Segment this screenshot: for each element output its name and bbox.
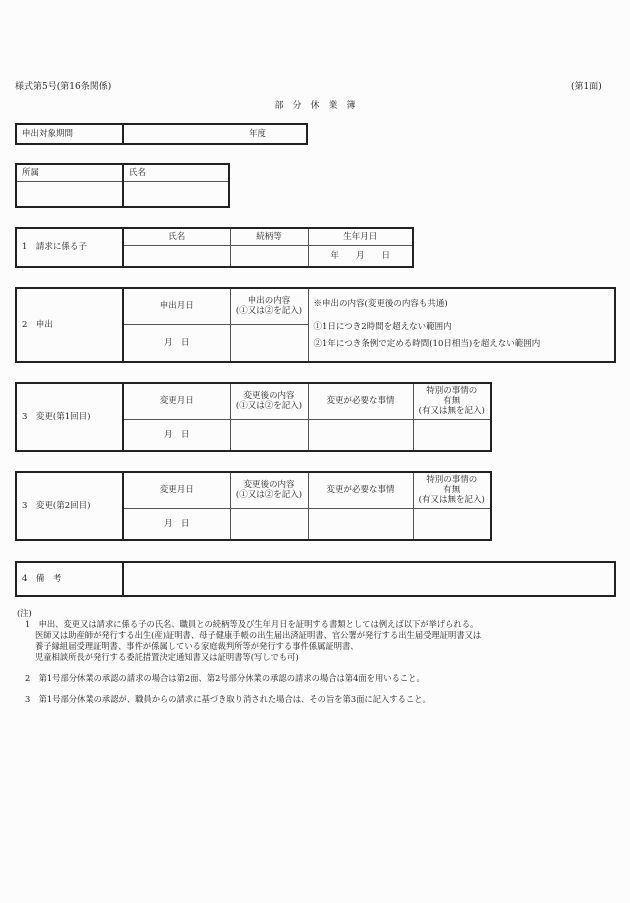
change1-date-header: 変更月日 <box>123 383 230 419</box>
change2-special-header <box>413 472 491 508</box>
change2-reason-header: 変更が必要な事情 <box>308 472 413 508</box>
change2-date-header: 変更月日 <box>123 472 230 508</box>
change1-content-field[interactable] <box>230 419 308 451</box>
section2-request-table <box>15 287 616 363</box>
page-label: (第1面) <box>571 82 602 92</box>
note-1-line-1: 1 申出、変更又は請求に係る子の氏名、職員との続柄等及び生年月日を証明する書類としては例えば以下が挙げられる。 <box>25 619 479 629</box>
change1-special-header-line2: 有無 <box>443 396 461 407</box>
note-option-1: ①1日につき2時間を超えない範囲内 <box>313 322 452 333</box>
period-label: 申出対象期間 <box>16 124 123 144</box>
page-title: 部 分 休 業 簿 <box>274 101 356 111</box>
section4-label: 4 備 考 <box>16 562 123 596</box>
change1-special-field[interactable] <box>413 419 491 451</box>
note-1-line-3: 養子縁組届受理証明書、事件が係属している家庭裁判所等が発行する事件係属証明書、 <box>35 641 359 651</box>
note-title: ※申出の内容(変更後の内容も共通) <box>313 299 448 309</box>
child-name-field[interactable] <box>123 245 230 267</box>
change2-date-field[interactable] <box>123 508 230 540</box>
change1-content-header-line2: (①又は②を記入) <box>235 401 303 412</box>
change1-content-header-line1: 変更後の内容 <box>243 391 295 402</box>
child-relation-field[interactable] <box>230 245 308 267</box>
request-date-field[interactable] <box>123 324 230 362</box>
period-table <box>15 123 308 145</box>
period-year-field[interactable] <box>123 124 307 144</box>
section2-label: 2 申出 <box>16 288 123 362</box>
name-field[interactable] <box>123 181 229 207</box>
section3-change1-table <box>15 382 492 452</box>
request-date-placeholder: 月 日 <box>163 337 190 348</box>
change2-content-header <box>230 472 308 508</box>
change2-content-header-line2: (①又は②を記入) <box>235 490 303 501</box>
change1-special-header-line1: 特別の事情の <box>426 385 478 396</box>
period-year-suffix: 年度 <box>248 128 266 139</box>
note-3: 3 第1号部分休業の承認が、職員からの請求に基づき取り消された場合は、その旨を第3面に記入すること。 <box>25 694 431 704</box>
remarks-field[interactable] <box>123 562 615 596</box>
dept-label: 所属 <box>16 164 123 181</box>
note-1-line-2: 医師又は助産師が発行する出生(産)証明書、母子健康手帳の出生届出済証明書、官公署が発行する出生届受理証明書又は <box>35 630 482 640</box>
employee-table <box>15 163 230 208</box>
change1-reason-header: 変更が必要な事情 <box>308 383 413 419</box>
change2-reason-field[interactable] <box>308 508 413 540</box>
change2-special-field[interactable] <box>413 508 491 540</box>
change2-special-header-line1: 特別の事情の <box>426 474 478 485</box>
section3a-label: 3 変更(第1回目) <box>16 383 123 451</box>
change2-special-header-line3: (有又は無を記入) <box>418 495 485 506</box>
note-option-2: ②1年につき条例で定める時間(10日相当)を超えない範囲内 <box>313 339 541 350</box>
request-content-header-line1: 申出の内容 <box>247 296 291 307</box>
request-content-note <box>308 288 615 362</box>
change2-content-header-line1: 変更後の内容 <box>243 480 295 491</box>
change2-content-field[interactable] <box>230 508 308 540</box>
request-content-field[interactable] <box>230 324 308 362</box>
change2-special-header-line2: 有無 <box>443 485 461 496</box>
note-1-line-4: 児童相談所長が発行する委託措置決定通知書又は証明書等(写しでも可) <box>35 652 299 662</box>
name-label: 氏名 <box>123 164 229 181</box>
child-birthdate-field[interactable] <box>308 245 413 267</box>
dept-field[interactable] <box>16 181 123 207</box>
change1-special-header <box>413 383 491 419</box>
section3b-label: 3 変更(第2回目) <box>16 472 123 540</box>
change1-reason-field[interactable] <box>308 419 413 451</box>
change1-date-field[interactable] <box>123 419 230 451</box>
change1-content-header <box>230 383 308 419</box>
child-birthdate-header: 生年月日 <box>308 228 413 245</box>
form-number: 様式第5号(第16条関係) <box>15 82 112 92</box>
section1-label: 1 請求に係る子 <box>16 228 123 267</box>
notes <box>17 608 481 705</box>
notes-heading: (注) <box>17 608 32 618</box>
section3-change2-table <box>15 471 492 541</box>
section4-remarks-table <box>15 561 616 597</box>
request-content-header <box>230 288 308 324</box>
child-name-header: 氏名 <box>123 228 230 245</box>
note-2: 2 第1号部分休業の承認の請求の場合は第2面、第2号部分休業の承認の請求の場合は第4面を用いること。 <box>25 673 425 683</box>
request-date-header: 申出月日 <box>123 288 230 324</box>
request-content-header-line2: (①又は②を記入) <box>235 306 303 317</box>
section1-child-table <box>15 227 414 268</box>
change1-date-placeholder: 月 日 <box>163 429 190 440</box>
child-relation-header: 続柄等 <box>230 228 308 245</box>
birthdate-placeholder: 年 月 日 <box>330 250 390 261</box>
change1-special-header-line3: (有又は無を記入) <box>418 406 485 417</box>
change2-date-placeholder: 月 日 <box>163 518 190 529</box>
